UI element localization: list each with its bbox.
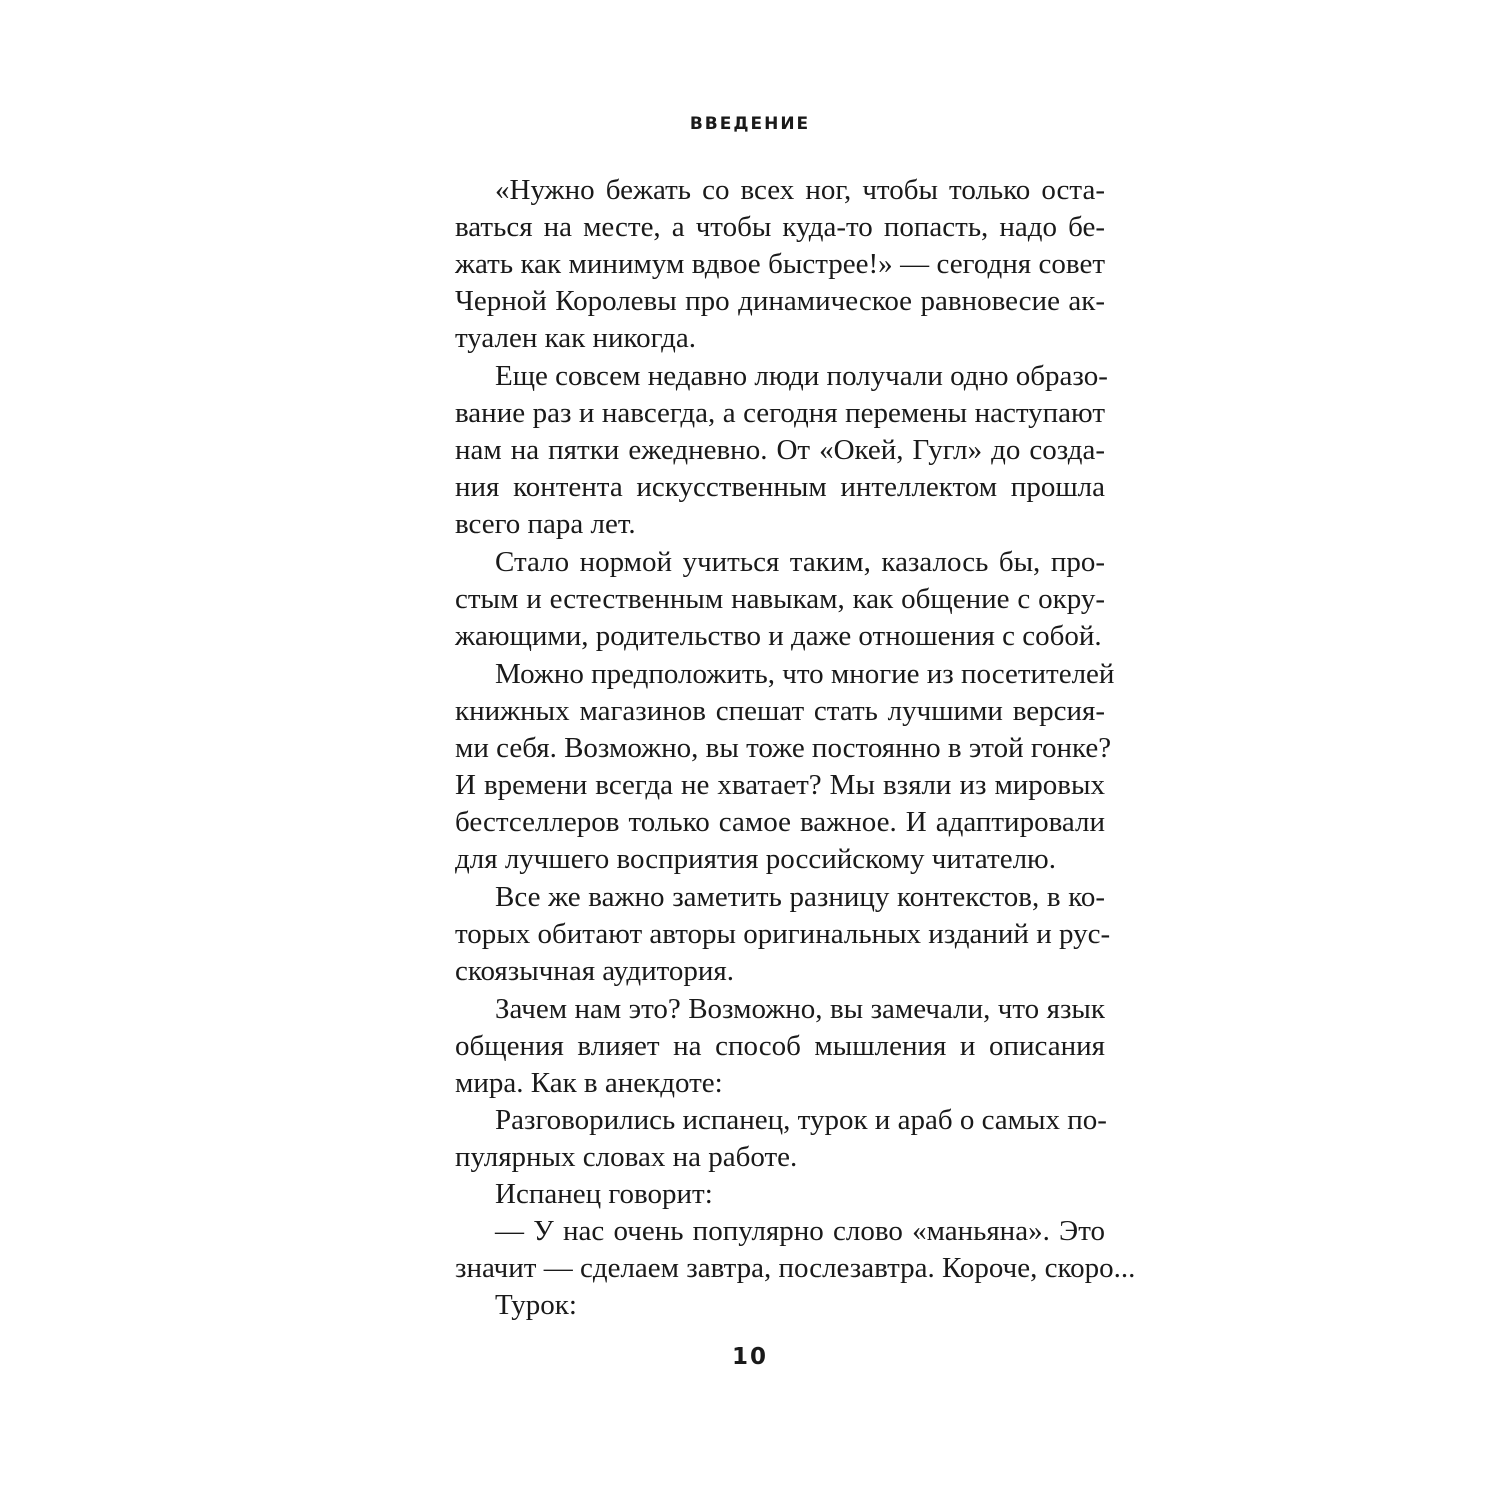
text-line: нам на пятки ежедневно. От «Окей, Гугл» до созда- [455,434,1105,466]
text-line: Испанец говорит: [495,1178,713,1210]
text-line: мира. Как в анекдоте: [455,1067,723,1099]
text-line: Стало нормой учиться таким, казалось бы, про- [495,546,1105,578]
text-line: пулярных словах на работе. [455,1141,798,1173]
text-line: Все же важно заметить разницу контекстов, в ко- [495,881,1105,913]
text-line: Можно предположить, что многие из посетителей [495,658,1115,690]
text-line: вание раз и навсегда, а сегодня перемены наступают [455,397,1105,429]
text-line: Турок: [495,1289,577,1321]
text-line: Черной Королевы про динамическое равновесие ак- [455,285,1105,317]
text-line: всего пара лет. [455,508,636,540]
text-line: Разговорились испанец, турок и араб о самых по- [495,1104,1107,1136]
body-text [455,172,1136,1324]
text-line: бестселлеров только самое важное. И адаптировали [455,806,1105,838]
text-line: скоязычная аудитория. [455,955,735,987]
running-head: ВВЕДЕНИЕ [689,114,811,134]
text-line: стым и естественным навыкам, как общение с окру- [455,583,1105,615]
text-line: значит — сделаем завтра, послезавтра. Короче, скоро... [455,1252,1136,1284]
text-line: Зачем нам это? Возможно, вы замечали, что язык [495,993,1105,1025]
text-line: ваться на месте, а чтобы куда-то попасть, надо бе- [455,211,1105,243]
text-line: Еще совсем недавно люди получали одно образо- [495,360,1108,392]
text-line: жающими, родительство и даже отношения с собой. [455,620,1102,652]
text-line: жать как минимум вдвое быстрее!» — сегодня совет [455,248,1105,280]
text-line: для лучшего восприятия российскому читателю. [455,843,1056,875]
text-line: «Нужно бежать со всех ног, чтобы только оста- [495,174,1105,206]
text-line: — У нас очень популярно слово «маньяна». Это [495,1215,1105,1247]
page-number: 10 [731,1344,768,1370]
text-line: И времени всегда не хватает? Мы взяли из мировых [455,769,1105,801]
text-line: общения влияет на способ мышления и описания [455,1030,1105,1062]
text-line: ми себя. Возможно, вы тоже постоянно в этой гонке? [455,732,1112,764]
text-line: торых обитают авторы оригинальных изданий и рус- [455,918,1111,950]
text-line: туален как никогда. [455,322,696,354]
text-line: книжных магазинов спешат стать лучшими версия- [455,695,1105,727]
text-line: ния контента искусственным интеллектом прошла [455,471,1105,503]
